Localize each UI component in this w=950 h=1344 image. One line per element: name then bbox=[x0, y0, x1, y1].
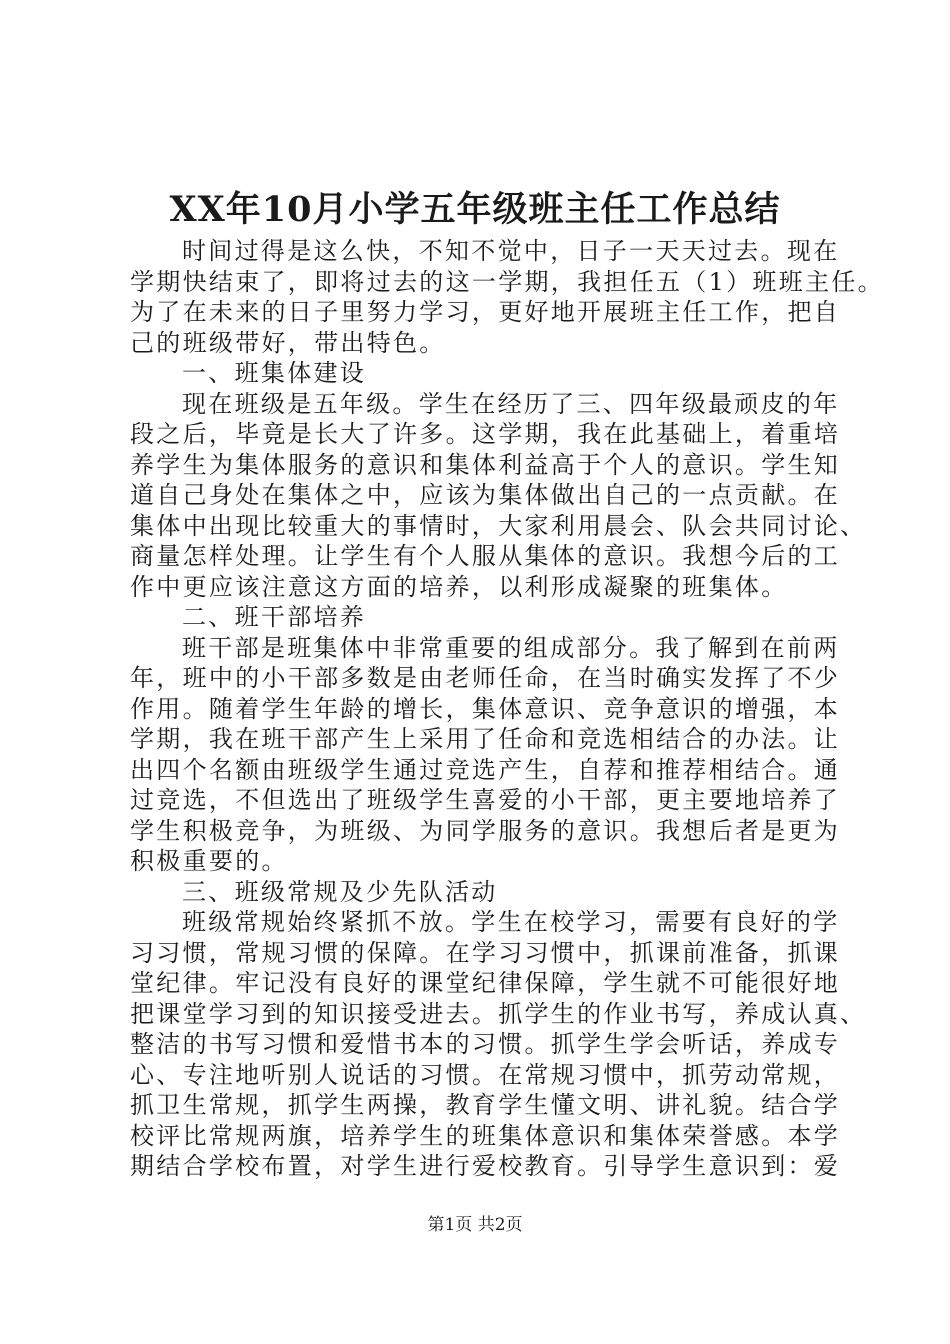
paragraph-line: 出四个名额由班级学生通过竞选产生，自荐和推荐相结合。通 bbox=[130, 755, 841, 784]
paragraph-line: 积极重要的。 bbox=[130, 847, 288, 875]
paragraph-line: 班级常规始终紧抓不放。学生在校学习，需要有良好的学 bbox=[182, 908, 840, 936]
paragraph-line: 年，班中的小干部多数是由老师任命，在当时确实发挥了不少 bbox=[130, 664, 841, 692]
paragraph-line: 校评比常规两旗，培养学生的班集体意识和集体荣誉感。本学 bbox=[130, 1121, 841, 1150]
paragraph-line: 道自己身处在集体之中，应该为集体做出自己的一点贡献。在 bbox=[130, 481, 841, 509]
paragraph-line: 整洁的书写习惯和爱惜书本的习惯。抓学生学会听话，养成专 bbox=[130, 1030, 841, 1058]
page-number: 第1页 共2页 bbox=[427, 1215, 523, 1235]
paragraph-line: 心、专注地听别人说话的习惯。在常规习惯中，抓劳动常规， bbox=[130, 1060, 841, 1089]
paragraph-line: 己的班级带好，带出特色。 bbox=[130, 328, 446, 357]
section-heading: 三、班级常规及少先队活动 bbox=[182, 877, 498, 906]
paragraph-line: 过竞选，不但选出了班级学生喜爱的小干部，更主要地培养了 bbox=[130, 786, 841, 814]
paragraph-line: 把课堂学习到的知识接受进去。抓学生的作业书写，养成认真、 bbox=[130, 999, 867, 1028]
document-body bbox=[130, 236, 884, 1182]
paragraph-line: 学生积极竞争，为班级、为同学服务的意识。我想后者是更为 bbox=[130, 816, 841, 845]
paragraph-line: 学期，我在班干部产生上采用了任命和竞选相结合的办法。让 bbox=[130, 725, 841, 753]
paragraph-line: 班干部是班集体中非常重要的组成部分。我了解到在前两 bbox=[182, 633, 840, 662]
paragraph-line: 堂纪律。牢记没有良好的课堂纪律保障，学生就不可能很好地 bbox=[130, 969, 841, 997]
paragraph-line: 抓卫生常规，抓学生两操，教育学生懂文明、讲礼貌。结合学 bbox=[130, 1091, 841, 1119]
paragraph-line: 学期快结束了，即将过去的这一学期，我担任五（1）班班主任。 bbox=[130, 267, 884, 296]
paragraph-line: 现在班级是五年级。学生在经历了三、四年级最顽皮的年 bbox=[182, 389, 840, 418]
paragraph-line: 商量怎样处理。让学生有个人服从集体的意识。我想今后的工 bbox=[130, 542, 841, 570]
paragraph-line: 段之后，毕竟是长大了许多。这学期，我在此基础上，着重培 bbox=[130, 420, 841, 448]
paragraph-line: 时间过得是这么快，不知不觉中，日子一天天过去。现在 bbox=[182, 237, 840, 265]
paragraph-line: 作中更应该注意这方面的培养，以利形成凝聚的班集体。 bbox=[130, 572, 788, 601]
paragraph-line: 习习惯，常规习惯的保障。在学习习惯中，抓课前准备，抓课 bbox=[130, 938, 841, 967]
document-title: XX年10月小学五年级班主任工作总结 bbox=[169, 189, 781, 230]
paragraph-line: 期结合学校布置，对学生进行爱校教育。引导学生意识到：爱 bbox=[130, 1152, 841, 1180]
paragraph-line: 为了在未来的日子里努力学习，更好地开展班主任工作，把自 bbox=[130, 298, 841, 326]
section-heading: 二、班干部培养 bbox=[182, 603, 367, 631]
section-heading: 一、班集体建设 bbox=[182, 359, 367, 387]
paragraph-line: 养学生为集体服务的意识和集体利益高于个人的意识。学生知 bbox=[130, 450, 841, 479]
paragraph-line: 作用。随着学生年龄的增长，集体意识、竞争意识的增强，本 bbox=[130, 694, 841, 723]
paragraph-line: 集体中出现比较重大的事情时，大家利用晨会、队会共同讨论、 bbox=[130, 511, 867, 540]
